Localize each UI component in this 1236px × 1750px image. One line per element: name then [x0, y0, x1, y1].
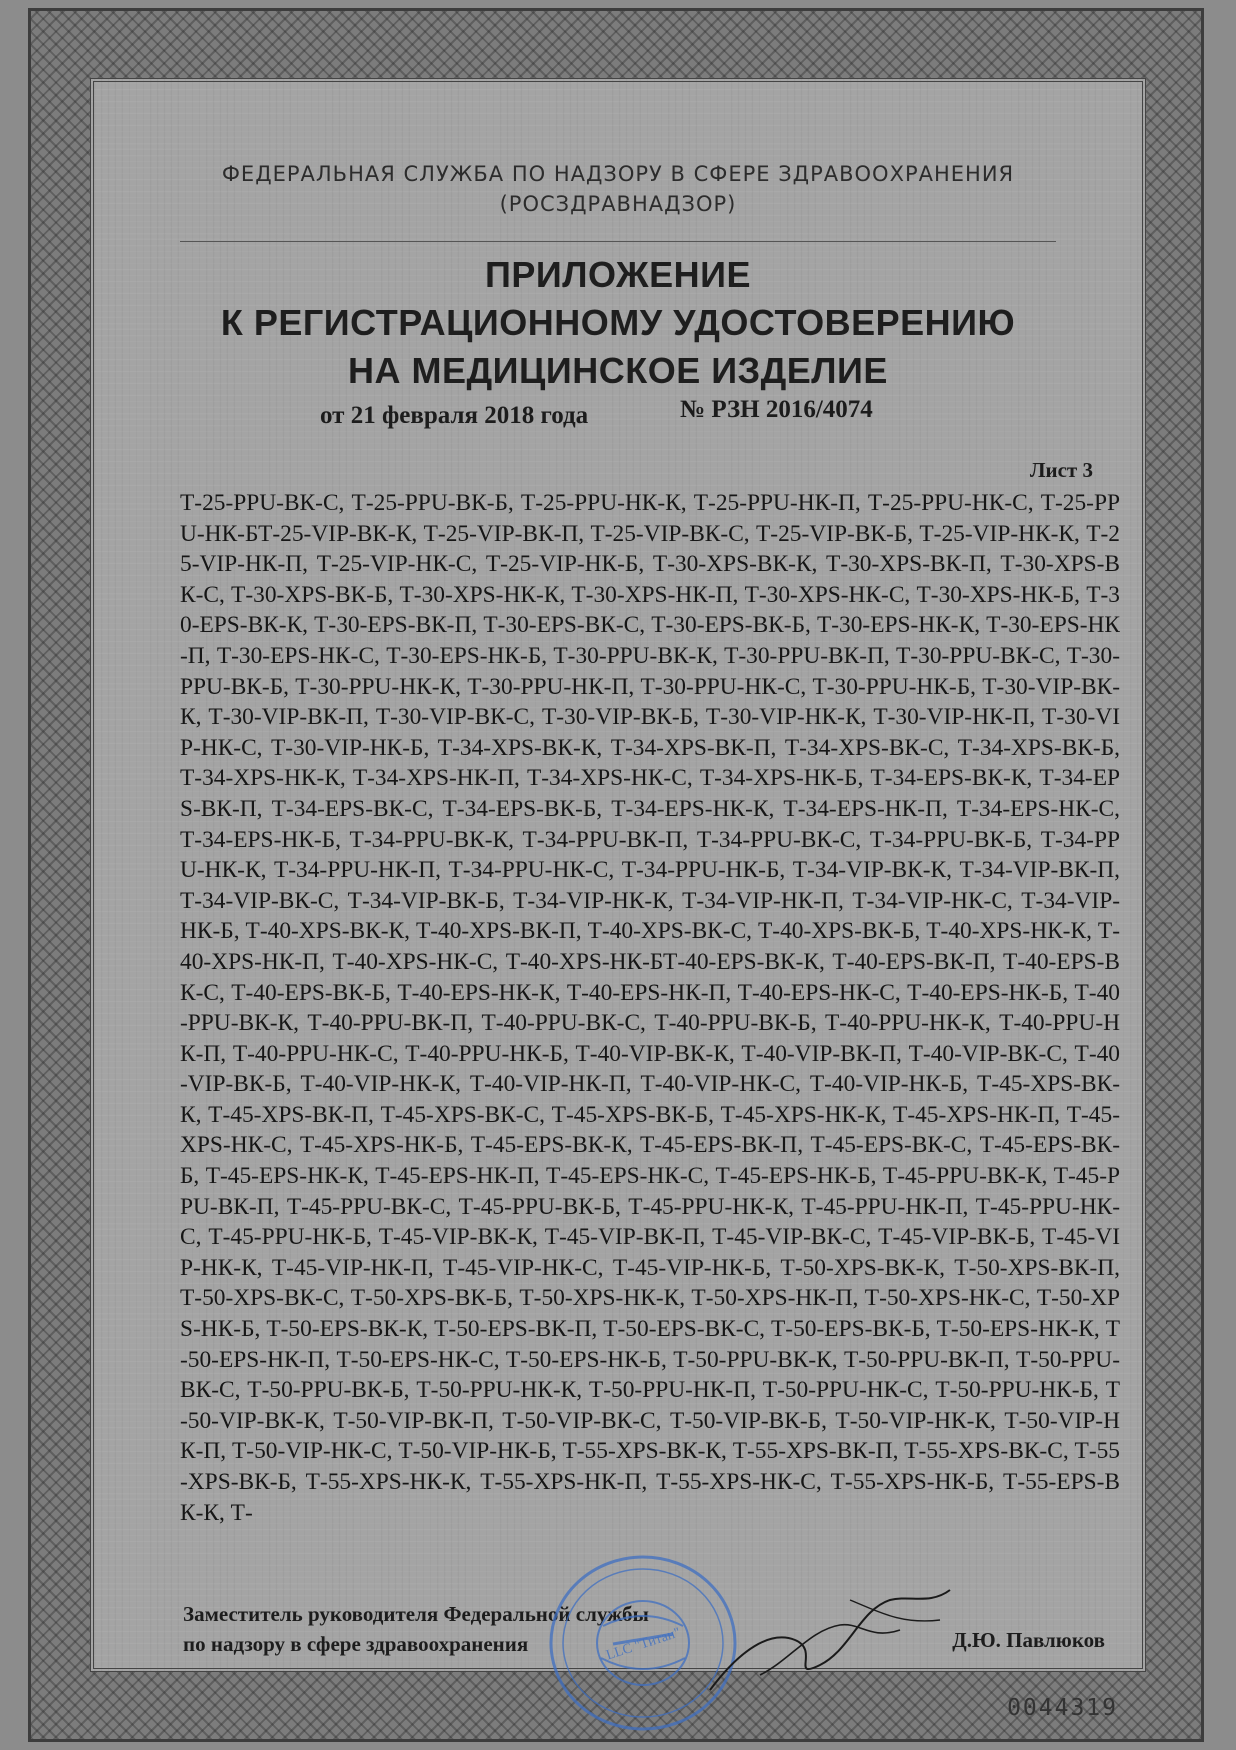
- signer-position-line2: по надзору в сфере здравоохранения: [183, 1632, 529, 1656]
- document-title-line3: НА МЕДИЦИНСКОЕ ИЗДЕЛИЕ: [348, 350, 888, 391]
- handwritten-signature: [700, 1570, 960, 1710]
- model-list-text: Т-25-PPU-ВК-С, Т-25-PPU-ВК-Б, Т-25-PPU-НК-К, Т-25-PPU-НК-П, Т-25-PPU-НК-С, Т-25-PPU-НК-БТ-25-VIP-ВК-К, Т-25-VIP-ВК-П, Т-25-VIP-ВК-С, Т-25-VIP-ВК-Б, Т-25-VIP-НК-К, Т-25-VIP-НК-П, Т-25-VIP-НК-С, Т-25-VIP-НК-Б, Т-30-XPS-ВК-К, Т-30-XPS-ВК-П, Т-30-XPS-ВК-С, Т-30-XPS-ВК-Б, Т-30-XPS-НК-К, Т-30-XPS-НК-П, Т-30-XPS-НК-С, Т-30-XPS-НК-Б, Т-30-EPS-ВК-К, Т-30-EPS-ВК-П, Т-30-EPS-ВК-С, Т-30-EPS-ВК-Б, Т-30-EPS-НК-К, Т-30-EPS-НК-П, Т-30-EPS-НК-С, Т-30-EPS-НК-Б, Т-30-PPU-ВК-К, Т-30-PPU-ВК-П, Т-30-PPU-ВК-С, Т-30-PPU-ВК-Б, Т-30-PPU-НК-К, Т-30-PPU-НК-П, Т-30-PPU-НК-С, Т-30-PPU-НК-Б, Т-30-VIP-ВК-К, Т-30-VIP-ВК-П, Т-30-VIP-ВК-С, Т-30-VIP-ВК-Б, Т-30-VIP-НК-К, Т-30-VIP-НК-П, Т-30-VIP-НК-С, Т-30-VIP-НК-Б, Т-34-XPS-ВК-К, Т-34-XPS-ВК-П, Т-34-XPS-ВК-С, Т-34-XPS-ВК-Б, Т-34-XPS-НК-К, Т-34-XPS-НК-П, Т-34-XPS-НК-С, Т-34-XPS-НК-Б, Т-34-EPS-ВК-К, Т-34-EPS-ВК-П, Т-34-EPS-ВК-С, Т-34-EPS-ВК-Б, Т-34-EPS-НК-К, Т-34-EPS-НК-П, Т-34-EPS-НК-С, Т-34-EPS-НК-Б, Т-34-PPU-ВК-К, Т-34-PPU-ВК-П, Т-34-PPU-ВК-С, Т-34-PPU-ВК-Б, Т-34-PPU-НК-К, Т-34-PPU-НК-П, Т-34-PPU-НК-С, Т-34-PPU-НК-Б, Т-34-VIP-ВК-К, Т-34-VIP-ВК-П, Т-34-VIP-ВК-С, Т-34-VIP-ВК-Б, Т-34-VIP-НК-К, Т-34-VIP-НК-П, Т-34-VIP-НК-С, Т-34-VIP-НК-Б, Т-40-XPS-ВК-К, Т-40-XPS-ВК-П, Т-40-XPS-ВК-С, Т-40-XPS-ВК-Б, Т-40-XPS-НК-К, Т-40-XPS-НК-П, Т-40-XPS-НК-С, Т-40-XPS-НК-БТ-40-EPS-ВК-К, Т-40-EPS-ВК-П, Т-40-EPS-ВК-С, Т-40-EPS-ВК-Б, Т-40-EPS-НК-К, Т-40-EPS-НК-П, Т-40-EPS-НК-С, Т-40-EPS-НК-Б, Т-40-PPU-ВК-К, Т-40-PPU-ВК-П, Т-40-PPU-ВК-С, Т-40-PPU-ВК-Б, Т-40-PPU-НК-К, Т-40-PPU-НК-П, Т-40-PPU-НК-С, Т-40-PPU-НК-Б, Т-40-VIP-ВК-К, Т-40-VIP-ВК-П, Т-40-VIP-ВК-С, Т-40-VIP-ВК-Б, Т-40-VIP-НК-К, Т-40-VIP-НК-П, Т-40-VIP-НК-С, Т-40-VIP-НК-Б, Т-45-XPS-ВК-К, Т-45-XPS-ВК-П, Т-45-XPS-ВК-С, Т-45-XPS-ВК-Б, Т-45-XPS-НК-К, Т-45-XPS-НК-П, Т-45-XPS-НК-С, Т-45-XPS-НК-Б, Т-45-EPS-ВК-К, Т-45-EPS-ВК-П, Т-45-EPS-ВК-С, Т-45-EPS-ВК-Б, Т-45-EPS-НК-К, Т-45-EPS-НК-П, Т-45-EPS-НК-С, Т-45-EPS-НК-Б, Т-45-PPU-ВК-К, Т-45-PPU-ВК-П, Т-45-PPU-ВК-С, Т-45-PPU-ВК-Б, Т-45-PPU-НК-К, Т-45-PPU-НК-П, Т-45-PPU-НК-С, Т-45-PPU-НК-Б, Т-45-VIP-ВК-К, Т-45-VIP-ВК-П, Т-45-VIP-ВК-С, Т-45-VIP-ВК-Б, Т-45-VIP-НК-К, Т-45-VIP-НК-П, Т-45-VIP-НК-С, Т-45-VIP-НК-Б, Т-50-XPS-ВК-К, Т-50-XPS-ВК-П, Т-50-XPS-ВК-С, Т-50-XPS-ВК-Б, Т-50-XPS-НК-К, Т-50-XPS-НК-П, Т-50-XPS-НК-С, Т-50-XPS-НК-Б, Т-50-EPS-ВК-К, Т-50-EPS-ВК-П, Т-50-EPS-ВК-С, Т-50-EPS-ВК-Б, Т-50-EPS-НК-К, Т-50-EPS-НК-П, Т-50-EPS-НК-С, Т-50-EPS-НК-Б, Т-50-PPU-ВК-К, Т-50-PPU-ВК-П, Т-50-PPU-ВК-С, Т-50-PPU-ВК-Б, Т-50-PPU-НК-К, Т-50-PPU-НК-П, Т-50-PPU-НК-С, Т-50-PPU-НК-Б, Т-50-VIP-ВК-К, Т-50-VIP-ВК-П, Т-50-VIP-ВК-С, Т-50-VIP-ВК-Б, Т-50-VIP-НК-К, Т-50-VIP-НК-П, Т-50-VIP-НК-С, Т-50-VIP-НК-Б, Т-55-XPS-ВК-К, Т-55-XPS-ВК-П, Т-55-XPS-ВК-С, Т-55-XPS-ВК-Б, Т-55-XPS-НК-К, Т-55-XPS-НК-П, Т-55-XPS-НК-С, Т-55-XPS-НК-Б, Т-55-EPS-ВК-К, Т-: [180, 490, 1120, 1526]
- stamp-text: LLC "Титан": [604, 1625, 683, 1664]
- sheet-number: Лист 3: [1029, 458, 1093, 482]
- form-serial-number: 0044319: [1007, 1695, 1118, 1721]
- issue-date: от 21 февраля 2018 года: [320, 402, 589, 429]
- certificate-number: № РЗН 2016/4074: [680, 396, 873, 423]
- document-title-line2: К РЕГИСТРАЦИОННОМУ УДОСТОВЕРЕНИЮ: [220, 302, 1016, 343]
- agency-name: ФЕДЕРАЛЬНАЯ СЛУЖБА ПО НАДЗОРУ В СФЕРЕ ЗДРАВООХРАНЕНИЯ: [221, 162, 1015, 186]
- agency-abbreviation: (РОСЗДРАВНАДЗОР): [499, 192, 737, 216]
- signer-name: Д.Ю. Павлюков: [952, 1628, 1105, 1652]
- signer-position-line1: Заместитель руководителя Федеральной службы: [183, 1602, 649, 1626]
- document-title-line1: ПРИЛОЖЕНИЕ: [485, 254, 751, 295]
- header-divider: [180, 241, 1056, 242]
